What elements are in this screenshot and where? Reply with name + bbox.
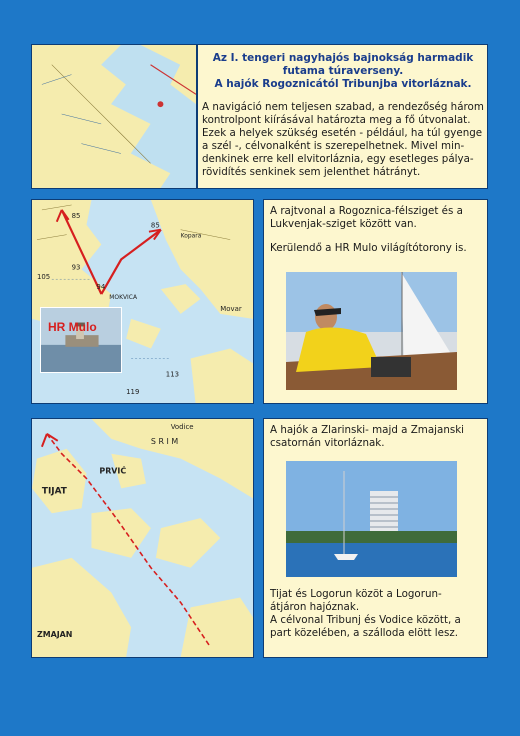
svg-text:Movar: Movar xyxy=(220,304,242,313)
svg-text:105: 105 xyxy=(36,273,51,282)
svg-text:93: 93 xyxy=(71,263,81,272)
sailing-photo xyxy=(286,272,457,390)
svg-text:Kopara: Kopara xyxy=(180,232,202,240)
finish-line-text: Tijat és Logorun közöt a Logorun- átjáron hajóznak. A célvonal Tribunj és Vodice között, a part közelében, a szálloda elött lesz. xyxy=(270,588,461,639)
hr-mulo-label: HR Mulo xyxy=(48,320,97,334)
channel-text: A hajók a Zlarinski- majd a Zmajanski csatornán vitorláznak. xyxy=(270,424,465,449)
svg-text:TIJAT: TIJAT xyxy=(41,486,67,497)
svg-text:85: 85 xyxy=(71,211,81,220)
map-image-2 xyxy=(31,199,254,404)
svg-text:94: 94 xyxy=(96,283,106,292)
section-title: Az I. tengeri nagyhajós bajnokság harmadik futama túraverseny. A hajók Rogoznicától Tribunjba vitorláznak. xyxy=(212,52,474,90)
svg-text:113: 113 xyxy=(165,370,180,379)
lighthouse-photo xyxy=(40,307,122,373)
svg-text:Vodice: Vodice xyxy=(170,422,194,431)
svg-text:S R I M: S R I M xyxy=(150,436,179,446)
hotel-photo xyxy=(286,461,457,577)
svg-text:119: 119 xyxy=(126,388,140,397)
start-line-text: A rajtvonal a Rogoznica-félsziget és a Lukvenjak-sziget között van. xyxy=(270,205,463,230)
svg-text:85: 85 xyxy=(150,221,160,230)
intro-text-block xyxy=(202,52,484,179)
svg-text:ZMAJAN: ZMAJAN xyxy=(36,630,73,640)
svg-text:MOKVICA: MOKVICA xyxy=(109,294,138,302)
intro-paragraph: A navigáció nem teljesen szabad, a rendezőség három kontrolpont kiírásával határozta meg a fő útvonalat. Ezek a helyek szükség esetén - például, ha túl gyenge a szél -, célvonalként is szerepelhetnek. Mivel min- denkinek erre kell elvitorláznia, egy esetleges pálya- rövidítés senkinek sem jelenthet hátrányt. xyxy=(202,101,484,178)
svg-text:PRVIĆ: PRVIĆ xyxy=(99,466,127,476)
map-image-3 xyxy=(31,418,254,658)
map-image-1 xyxy=(31,44,197,189)
lighthouse-note: Kerülendő a HR Mulo világítótorony is. xyxy=(270,242,467,254)
